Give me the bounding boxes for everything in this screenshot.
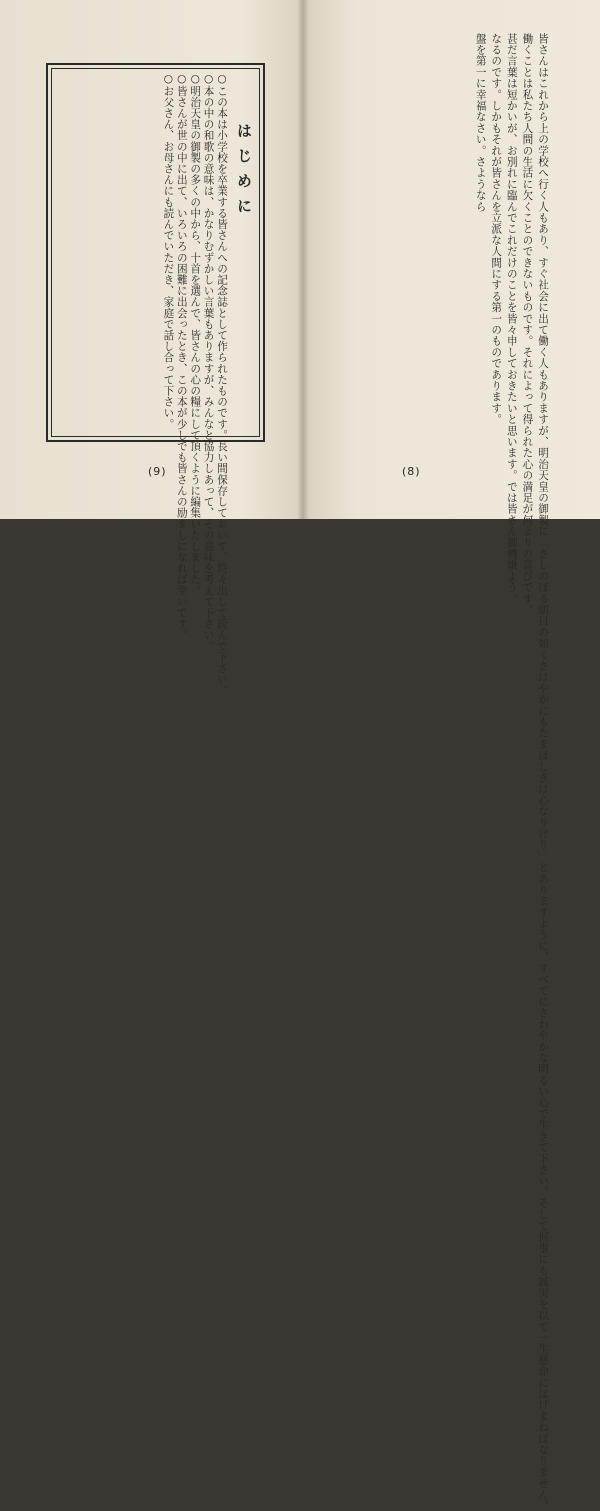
body-paragraph: 甚だ言葉は短かいが、お別れに臨んでこれだけのことを皆々申しておきたいと思います。では皆さん御機嫌よう。 (505, 33, 518, 605)
foreword-paragraph: ○お父さん、お母さんにも読んでいただき、家庭で話し合って下さい。 (162, 73, 175, 430)
foreword-frame (46, 63, 265, 696)
foreword-paragraph: ○本の中の和歌の意味は、かなりむずかしい言葉もありますが、みんなと協力しあって、その意味を考えて下さい。 (202, 73, 215, 652)
body-paragraph: 盤を第一に幸福なさい。さようなら (474, 33, 487, 213)
left-page (0, 0, 303, 696)
body-paragraph: 皆さんはこれから上の学校へ行く人もあり、すぐ社会に出て働く人もありますが、明治天皇の御製に「さしのぼる朝日の如くさはやかにもたまほしきは心なりけり」とありますように、すべてにさわやかな明るい心で生きて下さい。そして何事にも誠実を以て一生懸命にはげまねばなりません。 (537, 33, 549, 1511)
page-number-right: (8) (402, 465, 421, 478)
right-page-body (362, 33, 550, 1511)
body-paragraph: なるのです。しかもそれが皆さんを立派な人間にする第一のものであります。 (490, 33, 503, 425)
foreword-title: はじめに (235, 123, 253, 223)
body-paragraph: 働くことは私たち人間の生活に欠くことのできないものです。それによって得られた心の満足が何よりの喜びです。 (521, 33, 534, 616)
foreword-body (56, 73, 228, 696)
foreword-paragraph: ○この本は小学校を卒業する皆さんへの記念誌として作られたものです。長い間保存しておいて、時々出して読んで下さい。 (216, 73, 228, 696)
foreword-paragraph: ○明治天皇の御製の多くの中から、十首を選んで、皆さんの心の糧にして頂くように編集いたしました。 (189, 73, 202, 597)
page-number-left: (9) (148, 465, 167, 478)
foreword-paragraph: ○皆さんが世の中に出て、いろいろの困難に出会ったとき、この本が少しでも皆さんの励ましになれば幸いです。 (175, 73, 188, 641)
